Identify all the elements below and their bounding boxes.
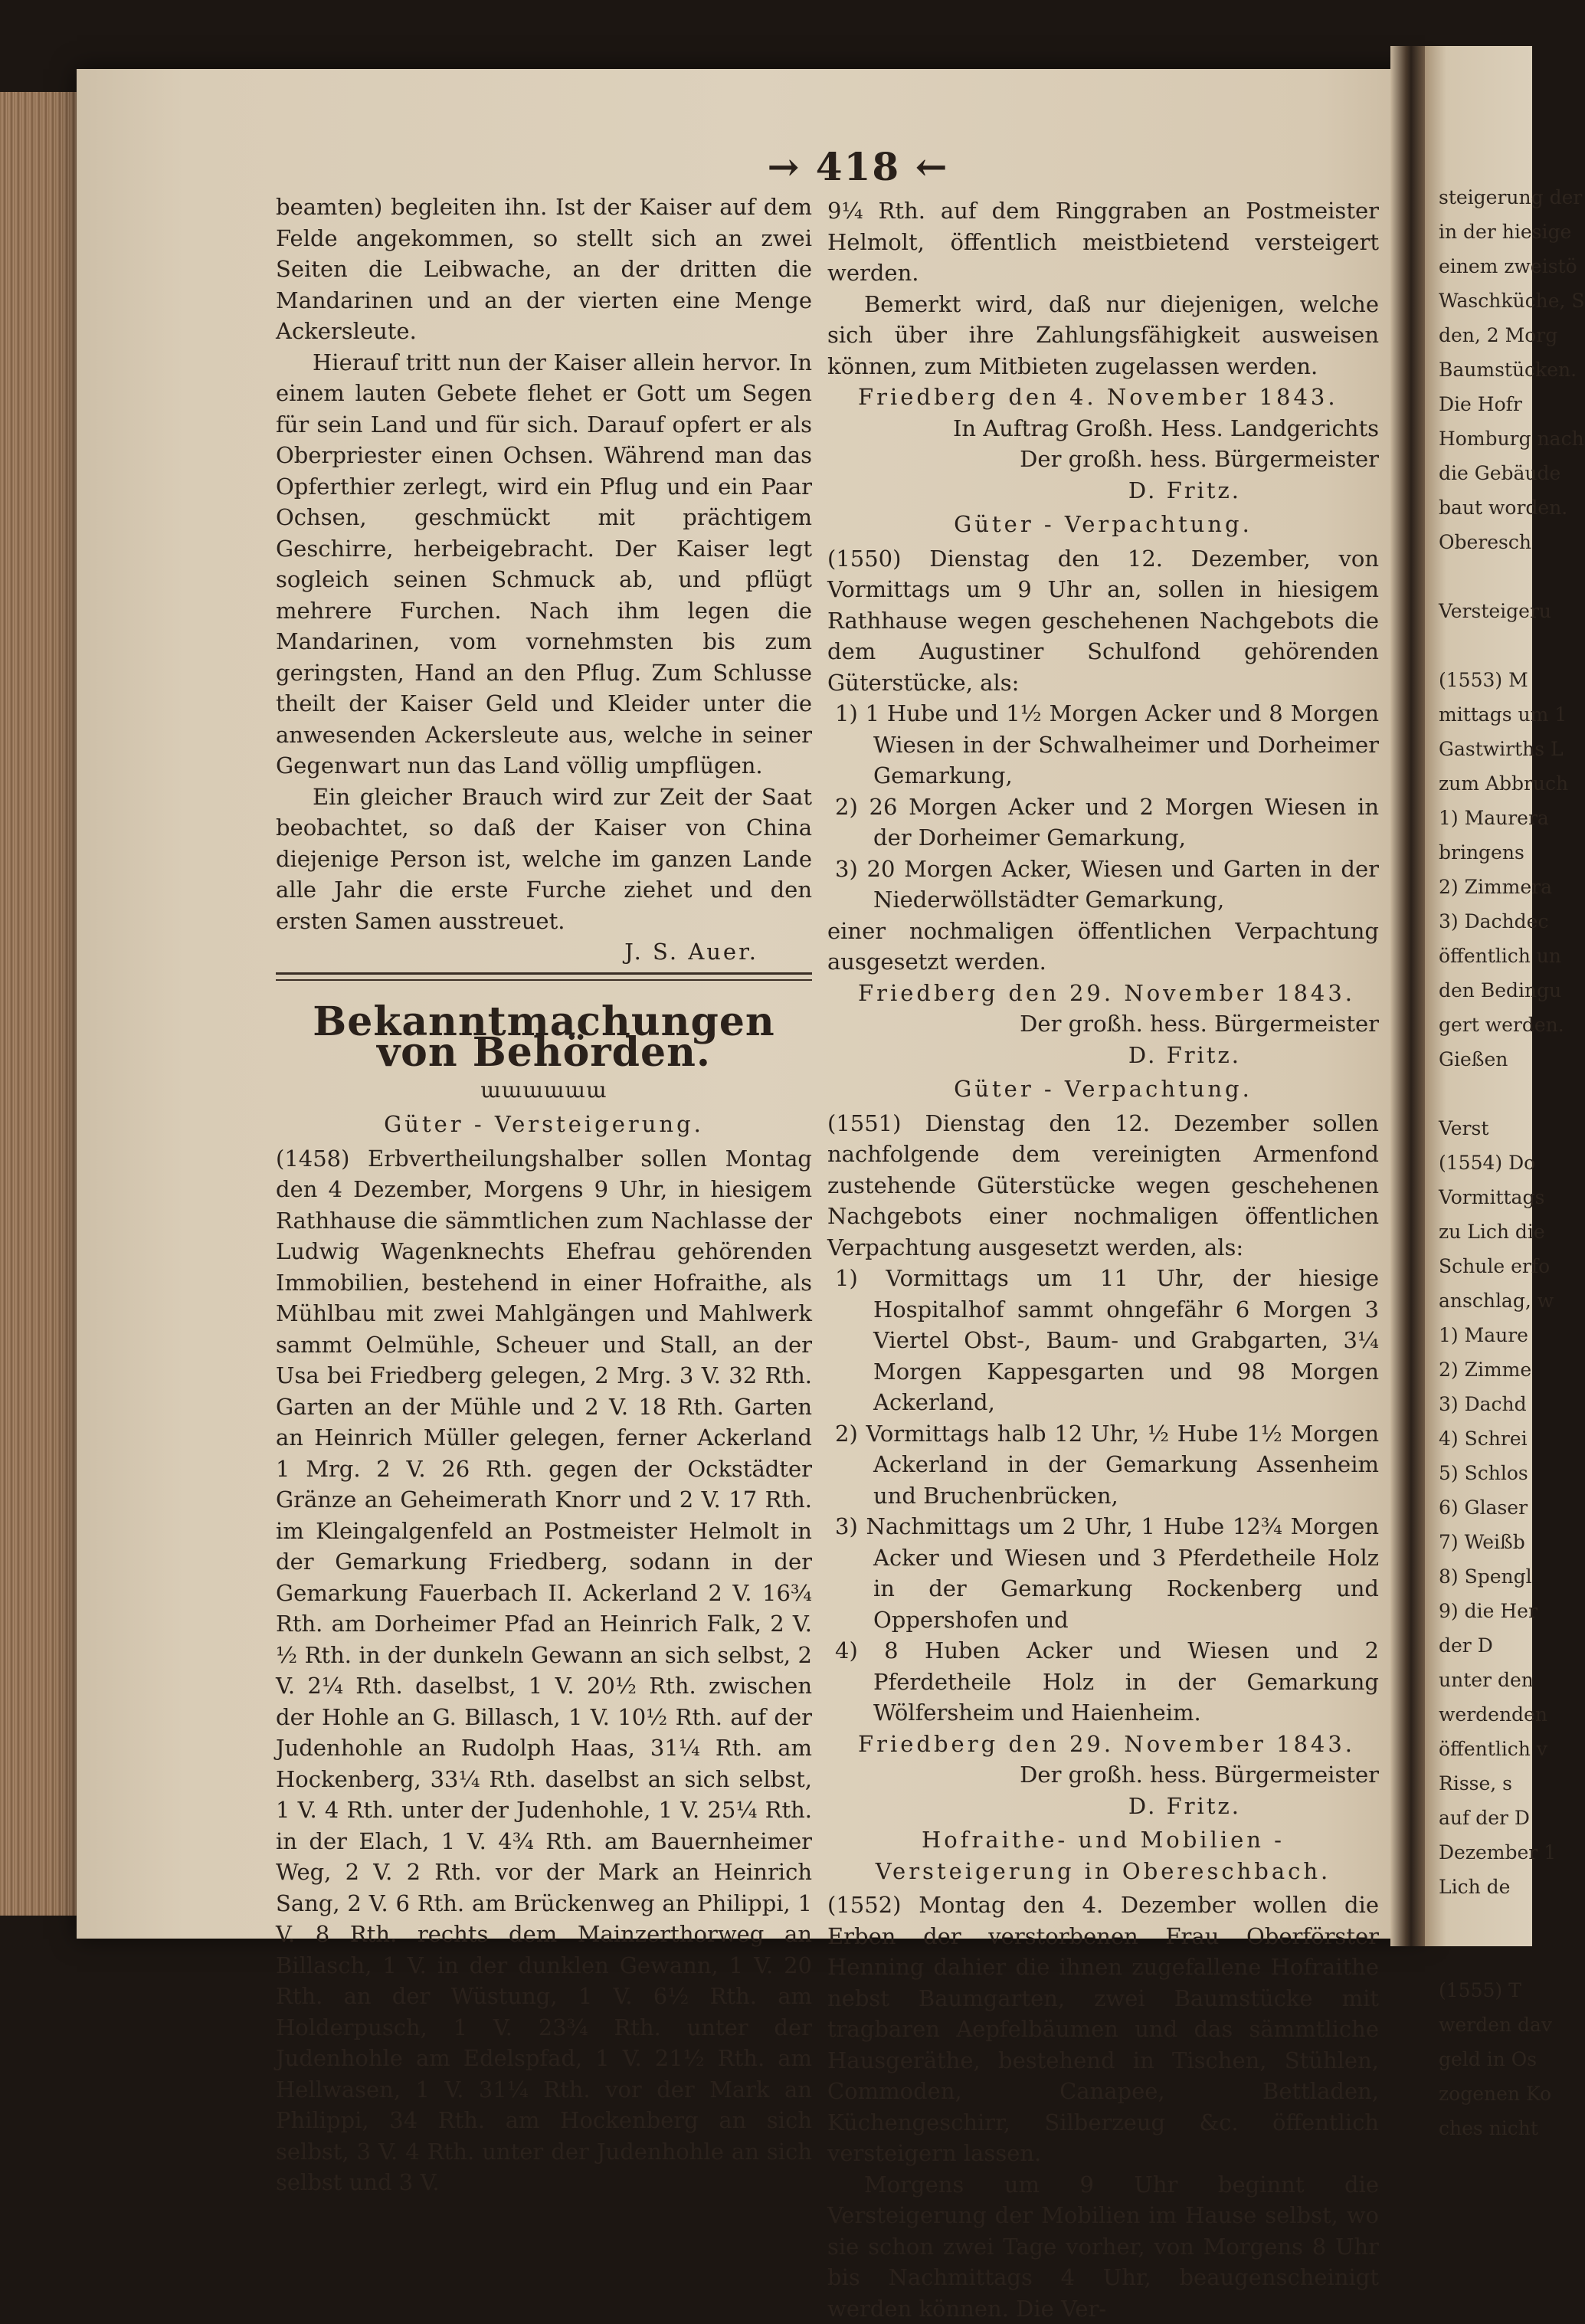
next-page-text-line: 8) Spengl	[1439, 1559, 1532, 1594]
page-number: → 418 ←	[743, 144, 973, 189]
paragraph: Ein gleicher Brauch wird zur Zeit der Saat beobachtet, so daß der Kaiser von China diejenige Person ist, welche im ganzen Lande alle Jahr die erste Furche ziehet und den ersten Samen ausstreuet.	[276, 782, 812, 937]
next-page-text-line: öffentlich un	[1439, 939, 1532, 973]
next-page-text-line: Dezember 1	[1439, 1835, 1532, 1870]
next-page-text-line: Oberesch	[1439, 525, 1532, 559]
paragraph: Bemerkt wird, daß nur diejenigen, welche sich über ihre Zahlungsfähigkeit ausweisen können, zum Mitbieten zugelassen werden.	[827, 289, 1379, 382]
next-page-text-line: in der hiesige	[1439, 215, 1532, 249]
notice-1550: (1550) Dienstag den 12. Dezember, von Vormittags um 9 Uhr an, sollen in hiesigem Rathhause wegen geschehenen Nachgebots die dem Augustiner Schulfond gehörenden Güterstücke, als:	[827, 543, 1379, 699]
next-page-text-line: Verst	[1439, 1111, 1532, 1146]
next-page-text-line: steigerung der	[1439, 180, 1532, 215]
next-page-text-line: 9) die Her	[1439, 1594, 1532, 1628]
next-page-text-line	[1439, 1939, 1532, 1973]
next-page-text-line	[1439, 559, 1532, 594]
date-line: Friedberg den 4. November 1843.	[827, 382, 1379, 413]
next-page-text-line: mittags um 1	[1439, 697, 1532, 732]
next-page-text-line: der D	[1439, 1628, 1532, 1663]
notice-1551: (1551) Dienstag den 12. Dezember sollen nachfolgende dem vereinigten Armenfond zustehende Güterstücke wegen geschehenen Nachgebots einer nochmaligen öffentlichen Verpachtung ausgesetzt werden, als:	[827, 1108, 1379, 1264]
next-page-text-line: 5) Schlos	[1439, 1456, 1532, 1490]
next-page-text-line	[1439, 1077, 1532, 1111]
next-page-text-line: 1) Maurera	[1439, 801, 1532, 835]
next-page-text-line: zu Lich die	[1439, 1214, 1532, 1249]
authority-line: Der großh. hess. Bürgermeister	[827, 444, 1379, 475]
list-item: 1) 1 Hube und 1½ Morgen Acker und 8 Morgen Wiesen in der Schwalheimer und Dorheimer Gemarkung,	[827, 698, 1379, 792]
next-page-text-line: (1555) T	[1439, 1973, 1532, 2008]
next-page-text-line: (1554) Do	[1439, 1146, 1532, 1180]
next-page-text-line: unter den	[1439, 1663, 1532, 1697]
next-page-text-line	[1439, 628, 1532, 663]
paragraph: 9¼ Rth. auf dem Ringgraben an Postmeister Helmolt, öffentlich meistbietend versteigert werden.	[827, 195, 1379, 289]
official-name: D. Fritz.	[827, 1040, 1379, 1071]
notice-1552: (1552) Montag den 4. Dezember wollen die Erben der verstorbenen Frau Oberförster Henning dahier die ihnen zugefallene Hofraithe nebst Baumgarten, zwei Baumstücke mit tragbaren Aepfelbäumen und das sämmtliche Hausgeräthe, bestehend in Tischen, Stühlen, Commoden, Canapee, Bettladen, Küchengeschirr, Silberzeug &c. öffentlich versteigern lassen.	[827, 1890, 1379, 2169]
notice-heading: Hofraithe- und Mobilien - Versteigerung in Obereschbach.	[827, 1824, 1379, 1886]
ornament: ɯɯɯɯɯɯ	[276, 1075, 812, 1106]
list-item: 2) 26 Morgen Acker und 2 Morgen Wiesen in der Dorheimer Gemarkung,	[827, 792, 1379, 854]
notice-heading: Güter - Verpachtung.	[827, 509, 1379, 540]
next-page-text-line: Vormittags	[1439, 1180, 1532, 1214]
next-page-text-line: Gastwirths L	[1439, 732, 1532, 766]
next-page-text-line: 4) Schrei	[1439, 1421, 1532, 1456]
next-page-text-line: Baumstücken.	[1439, 352, 1532, 387]
next-page-text-line: den, 2 Morg	[1439, 318, 1532, 352]
next-page-text-line	[1439, 1904, 1532, 1939]
next-page-text-line: zum Abbruch	[1439, 766, 1532, 801]
next-page-text-line: den Bedingu	[1439, 973, 1532, 1008]
next-page-text-line: Homburg nach	[1439, 421, 1532, 456]
next-page-text-line: bringens	[1439, 835, 1532, 870]
next-page-text-line: werdenden	[1439, 1697, 1532, 1732]
next-page-text-line: 3) Dachdec	[1439, 904, 1532, 939]
official-name: D. Fritz.	[827, 475, 1379, 506]
paragraph: beamten) begleiten ihn. Ist der Kaiser auf dem Felde angekommen, so stellt sich an zwei Seiten die Leibwache, an der dritten die Mandarinen und an der vierten eine Menge Ackersleute.	[276, 192, 812, 347]
next-page-text-line: 6) Glaser	[1439, 1490, 1532, 1525]
authority-line: In Auftrag Großh. Hess. Landgerichts	[827, 413, 1379, 444]
book-gutter	[1390, 46, 1425, 1946]
next-page-text-line: 3) Dachd	[1439, 1387, 1532, 1421]
next-page-text-line: Die Hofr	[1439, 387, 1532, 421]
official-name: D. Fritz.	[827, 1791, 1379, 1822]
list-item: 2) Vormittags halb 12 Uhr, ½ Hube 1½ Morgen Ackerland in der Gemarkung Assenheim und Bruchenbrücken,	[827, 1418, 1379, 1512]
authority-line: Der großh. hess. Bürgermeister	[827, 1759, 1379, 1791]
notice-heading: Güter - Verpachtung.	[827, 1073, 1379, 1105]
divider	[276, 979, 812, 981]
next-page-text-line: öffentlich v	[1439, 1732, 1532, 1766]
next-page-text-line: Gießen	[1439, 1042, 1532, 1077]
next-page-text-line: gert werden.	[1439, 1008, 1532, 1042]
authority-line: Der großh. hess. Bürgermeister	[827, 1008, 1379, 1040]
list-item: 3) Nachmittags um 2 Uhr, 1 Hube 12¾ Morgen Acker und Wiesen und 3 Pferdetheile Holz in der Gemarkung Rockenberg und Oppershofen und	[827, 1511, 1379, 1635]
section-title: Bekanntmachungen von Behörden.	[276, 1007, 812, 1069]
author-signature: J. S. Auer.	[276, 936, 812, 968]
next-page-fragment	[1425, 46, 1532, 1946]
paragraph: Morgens um 9 Uhr beginnt die Versteigerung der Mobilien im Hause selbst, wo sie schon zwei Tage vorher, von Morgens 8 Uhr bis Nachmittags 4 Uhr, beaugenscheinigt werden können. Die Ver-	[827, 2169, 1379, 2324]
next-page-text-line: Lich de	[1439, 1870, 1532, 1904]
next-page-text-line: Risse, s	[1439, 1766, 1532, 1801]
next-page-text-line: ches nicht	[1439, 2111, 1532, 2145]
next-page-text-line: die Gebäude	[1439, 456, 1532, 490]
paragraph: einer nochmaligen öffentlichen Verpachtung ausgesetzt werden.	[827, 916, 1379, 978]
next-page-text-line: auf der D	[1439, 1801, 1532, 1835]
list-item: 1) Vormittags um 11 Uhr, der hiesige Hospitalhof sammt ohngefähr 6 Morgen 3 Viertel Obst-, Baum- und Grabgarten, 3¼ Morgen Kappesgarten und 98 Morgen Ackerland,	[827, 1263, 1379, 1418]
divider	[276, 972, 812, 975]
next-page-text-line: Waschküche, S	[1439, 284, 1532, 318]
notice-1458: (1458) Erbvertheilungshalber sollen Montag den 4 Dezember, Morgens 9 Uhr, in hiesigem Rathhause die sämmtlichen zum Nachlasse der Ludwig Wagenknechts Ehefrau gehörenden Immobilien, bestehend in einer Hofraithe, als Mühlbau mit zwei Mahlgängen und Mahlwerk sammt Oelmühle, Scheuer und Stall, an der Usa bei Friedberg gelegen, 2 Mrg. 3 V. 32 Rth. Garten an der Mühle und 2 V. 18 Rth. Garten an Heinrich Müller gelegen, ferner Ackerland 1 Mrg. 2 V. 26 Rth. gegen der Ockstädter Gränze an Geheimerath Knorr und 2 V. 17 Rth. im Kleingalgenfeld an Postmeister Helmolt in der Gemarkung Friedberg, sodann in der Gemarkung Fauerbach II. Ackerland 2 V. 16¾ Rth. am Dorheimer Pfad an Heinrich Falk, 2 V. ½ Rth. in der dunkeln Gewann an sich selbst, 2 V. 2¼ Rth. daselbst, 1 V. 20½ Rth. zwischen der Hohle an G. Billasch, 1 V. 10½ Rth. auf der Judenhohle an Rudolph Haas, 31¼ Rth. am Hockenberg, 33¼ Rth. daselbst an sich selbst, 1 V. 4 Rth. unter der Judenhohle, 1 V. 25¼ Rth. in der Elach, 1 V. 4¾ Rth. am Bauernheimer Weg, 2 V. 2 Rth. vor der Mark an Heinrich Sang, 2 V. 6 Rth. am Brückenweg an Philippi, 1 V. 8 Rth. rechts dem Mainzerthorweg an Billasch, 1 V. in der dunklen Gewann, 1 V. 20 Rth. an der Wüstung, 1 V. 6½ Rth. am Holderpusch, 1 V. 23¾ Rth. unter der Judenhohle am Edelspfad, 1 V. 21½ Rth. am Hellwasen, 1 V. 31¼ Rth. vor der Mark an Philippi, 34 Rth. am Hockenberg an sich selbst, 3 V. 4 Rth. unter der Judenhohle an sich selbst und 3 V.	[276, 1143, 812, 2198]
notice-heading: Güter - Versteigerung.	[276, 1109, 812, 1140]
date-line: Friedberg den 29. November 1843.	[827, 978, 1379, 1009]
next-page-text-line: zogenen Ko	[1439, 2077, 1532, 2111]
next-page-text-line: 7) Weißb	[1439, 1525, 1532, 1559]
left-column	[276, 192, 812, 2198]
list-item: 3) 20 Morgen Acker, Wiesen und Garten in der Niederwöllstädter Gemarkung,	[827, 854, 1379, 916]
paragraph: Hierauf tritt nun der Kaiser allein hervor. In einem lauten Gebete flehet er Gott um Segen für sein Land und für sich. Darauf opfert er als Oberpriester einen Ochsen. Während man das Opferthier zerlegt, wird ein Pflug und ein Paar Ochsen, geschmückt mit prächtigem Geschirre, herbeigebracht. Der Kaiser legt sogleich seinen Schmuck ab, und pflügt mehrere Furchen. Nach ihm legen die Mandarinen, vom vornehmsten bis zum geringsten, Hand an den Pflug. Zum Schlusse theilt der Kaiser Geld und Kleider unter die anwesenden Ackersleute aus, welche in seiner Gegenwart nun das Land völlig umpflügen.	[276, 347, 812, 782]
next-page-text-line: baut worden.	[1439, 490, 1532, 525]
list-item: 4) 8 Huben Acker und Wiesen und 2 Pferdetheile Holz in der Gemarkung Wölfersheim und Haienheim.	[827, 1635, 1379, 1729]
next-page-text-line: anschlag, w	[1439, 1283, 1532, 1318]
next-page-text-line: Schule erfo	[1439, 1249, 1532, 1283]
next-page-text-line: Versteigeru	[1439, 594, 1532, 628]
date-line: Friedberg den 29. November 1843.	[827, 1729, 1379, 1760]
next-page-text-line: 1) Maure	[1439, 1318, 1532, 1352]
next-page-text-line: 2) Zimme	[1439, 1352, 1532, 1387]
next-page-text-line: 2) Zimmera	[1439, 870, 1532, 904]
next-page-text-line: einem zweistö	[1439, 249, 1532, 284]
next-page-text-line: werden dav	[1439, 2008, 1532, 2042]
next-page-text-line: geld in Os	[1439, 2042, 1532, 2077]
next-page-text-line: (1553) M	[1439, 663, 1532, 697]
right-column	[827, 195, 1379, 2324]
